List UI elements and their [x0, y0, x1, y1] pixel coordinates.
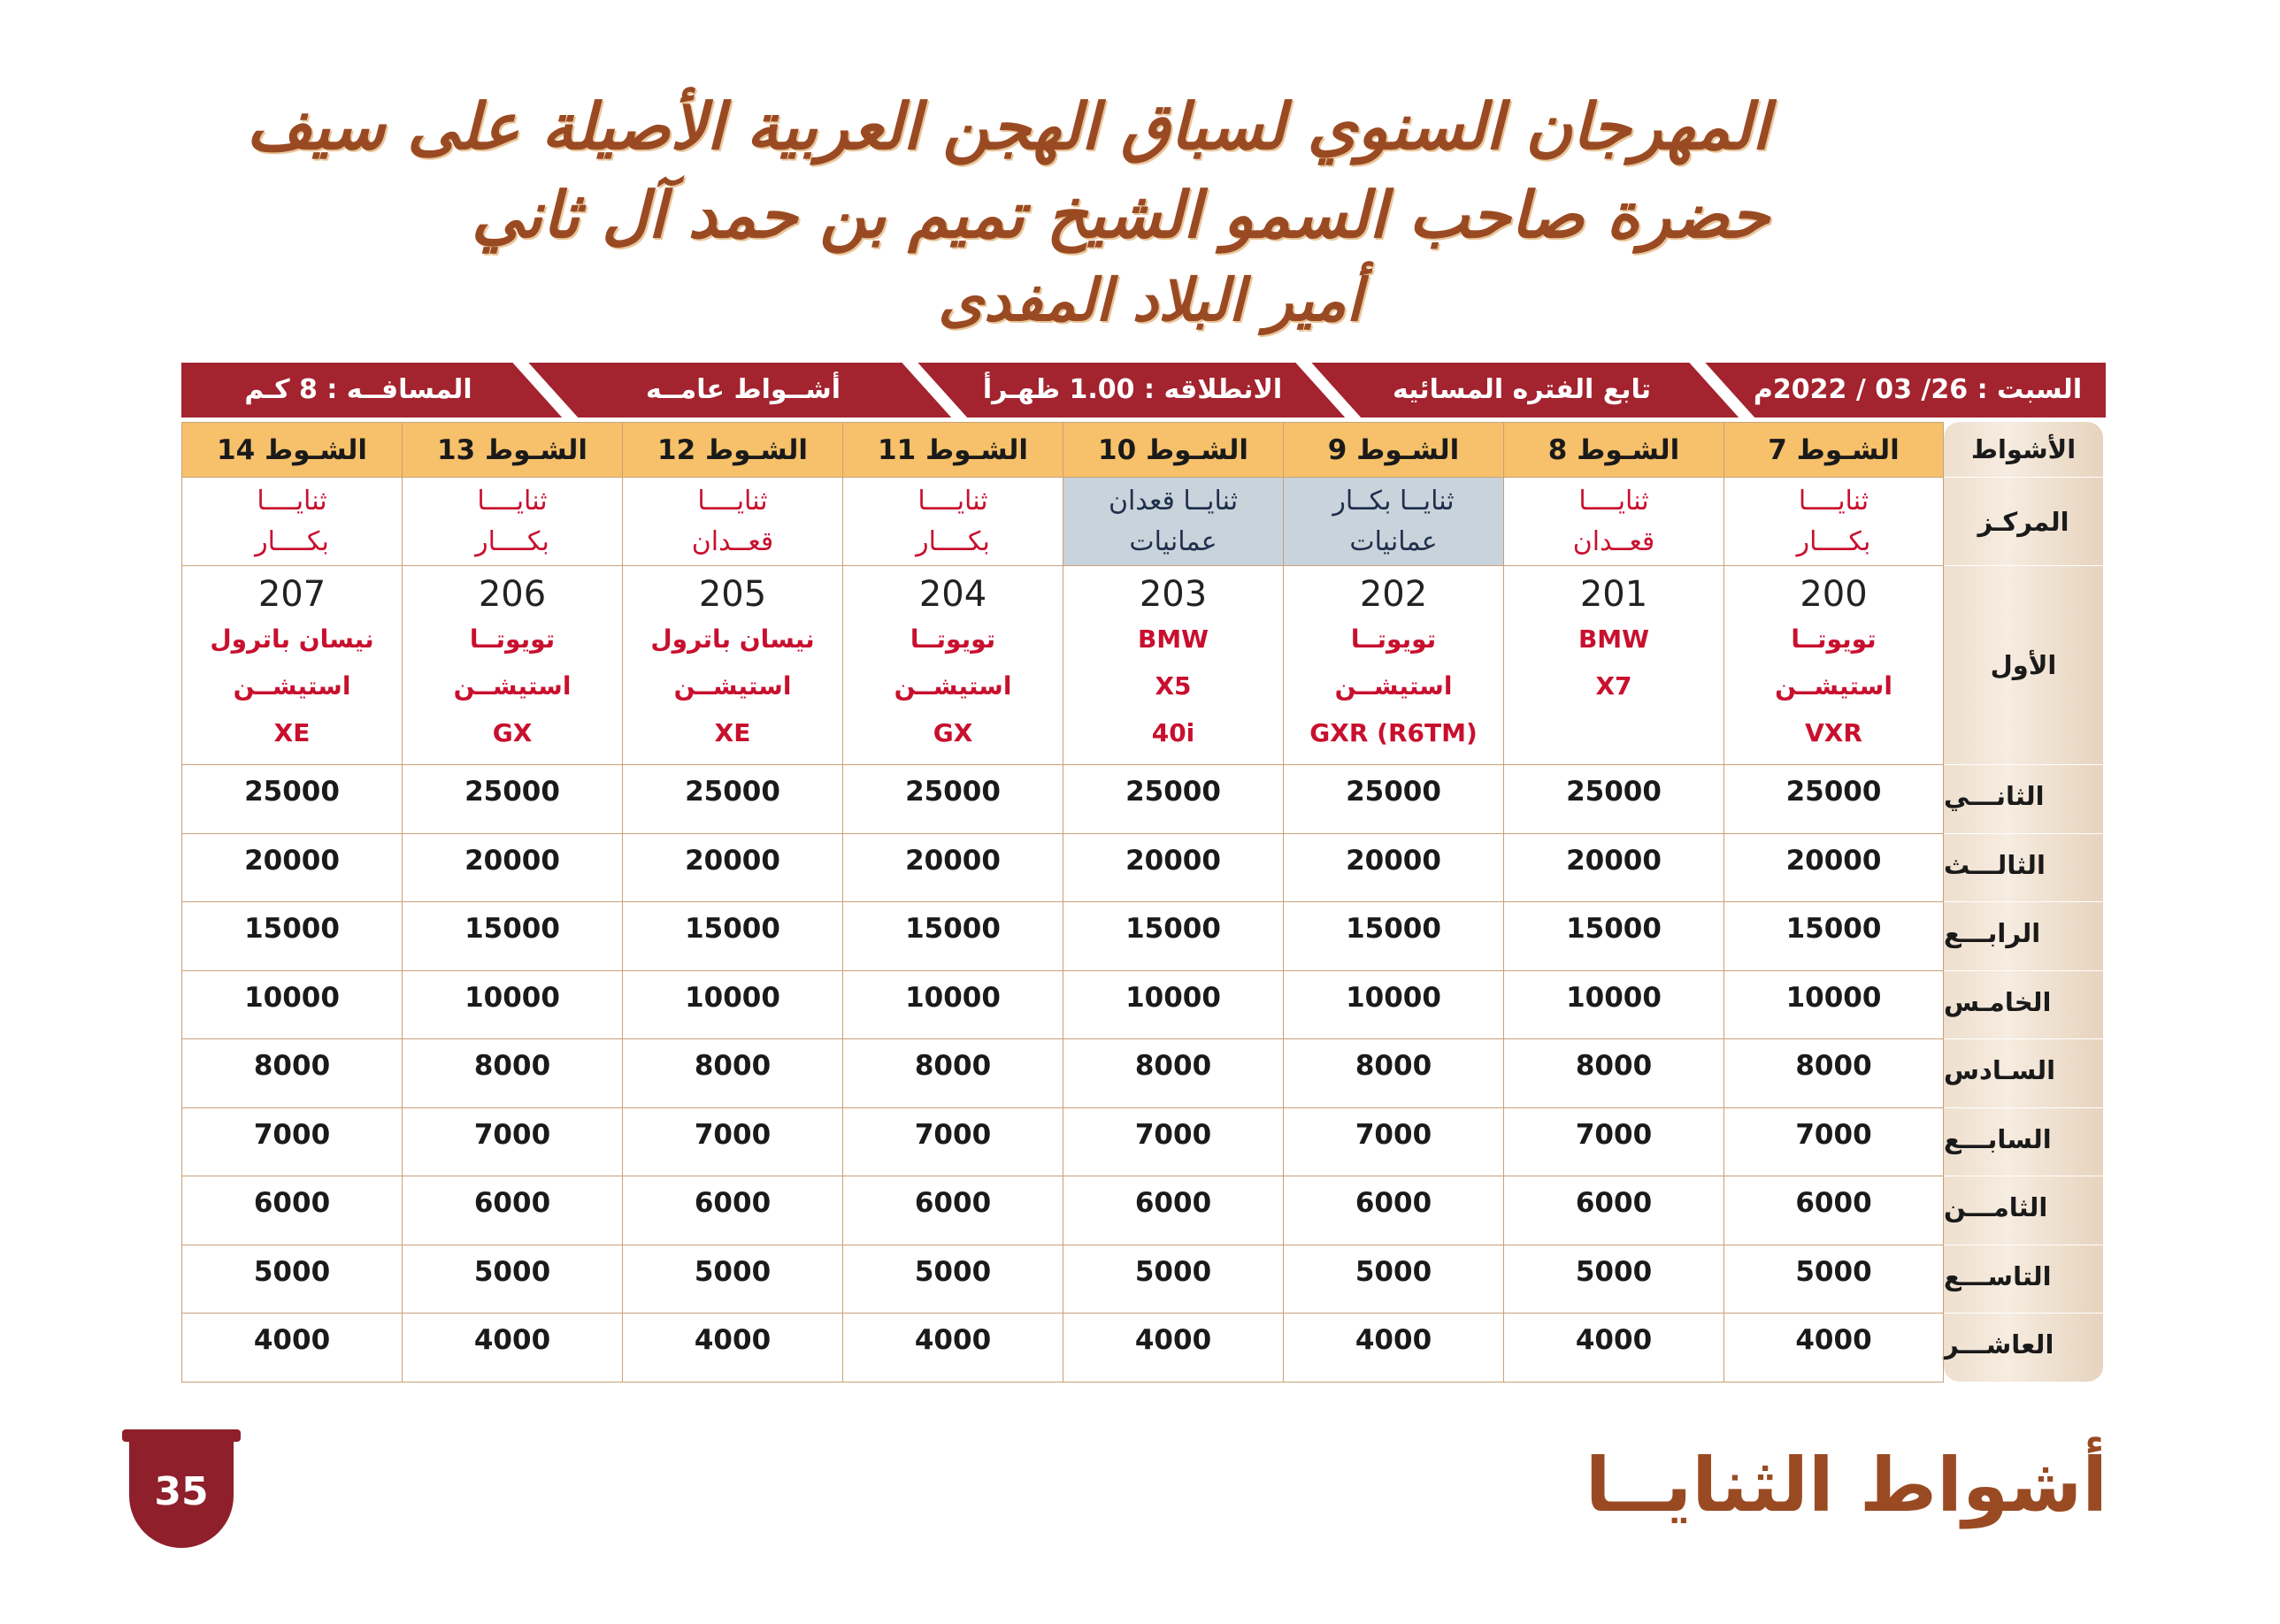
prize-amount [1063, 1245, 1283, 1314]
prize-amount [181, 834, 402, 903]
center-line1: ثنايــا بكــار [1332, 485, 1455, 517]
row-label-fifth [1944, 971, 2103, 1040]
race-type: أشــواط عامــه [645, 374, 841, 405]
prize-amount [622, 1039, 842, 1108]
prize-value: 20000 [1125, 844, 1221, 877]
prize-amount [1063, 1176, 1283, 1245]
car-car2: استيشــن [233, 671, 351, 701]
festival-title-line3: أمير البلاد المفدى [938, 265, 1363, 334]
prize-value: 15000 [244, 913, 340, 945]
row-label-seventh [1944, 1108, 2103, 1177]
prize-number: 202 [1359, 574, 1428, 615]
prize-amount [1283, 1176, 1503, 1245]
heat-header [1283, 422, 1503, 478]
prize-amount [622, 1108, 842, 1177]
center-line2: قعــدان [1572, 525, 1655, 557]
prize-amount [1503, 834, 1723, 903]
prize-value: 8000 [914, 1050, 992, 1082]
prize-amount [622, 1314, 842, 1383]
prize-amount [402, 765, 622, 834]
row-label-heats [1944, 422, 2103, 478]
prize-value: 5000 [1134, 1255, 1212, 1288]
center-line1: ثنايــــا [917, 485, 988, 517]
prize-number: 206 [478, 574, 547, 615]
prize-amount [1283, 1108, 1503, 1177]
heat-center [1283, 478, 1503, 566]
info-band [181, 363, 2106, 417]
prize-amount [1503, 1108, 1723, 1177]
prize-value: 20000 [1566, 844, 1662, 877]
prize-value: 7000 [1355, 1118, 1432, 1151]
prize-value: 6000 [1795, 1187, 1872, 1219]
prize-amount [1503, 1176, 1723, 1245]
car-car3: XE [714, 718, 751, 747]
row-label-text: الرابـــع [1944, 918, 2041, 949]
car-car3: GX [492, 718, 533, 747]
prize-amount [402, 1176, 622, 1245]
heat-name: الشـوط 11 [878, 433, 1028, 466]
heat-name: الشـوط 7 [1768, 433, 1900, 466]
row-label-text: العاشـــر [1944, 1329, 2054, 1360]
prize-value: 20000 [905, 844, 1001, 877]
prize-value: 10000 [244, 981, 340, 1014]
car-car1: BMW [1137, 624, 1209, 654]
prize-amount [1283, 834, 1503, 903]
row-label-ninth [1944, 1245, 2103, 1314]
row-label-first [1944, 566, 2103, 765]
prize-amount [1723, 765, 1944, 834]
prize-value: 6000 [1134, 1187, 1212, 1219]
prize-amount [622, 1245, 842, 1314]
prize-number: 205 [698, 574, 767, 615]
heat-center [402, 478, 622, 566]
car-car1: تويوتــا [910, 624, 996, 654]
prize-amount [842, 902, 1063, 971]
prize-amount [1503, 765, 1723, 834]
prize-amount [181, 1314, 402, 1383]
car-car1: نيسان باترول [650, 624, 815, 654]
prize-value: 10000 [905, 981, 1001, 1014]
page-title: أشواط الثنايــا [1585, 1442, 2107, 1528]
heat-header [1063, 422, 1283, 478]
prize-amount [1723, 1176, 1944, 1245]
prize-value: 15000 [1125, 913, 1221, 945]
car-car3: XE [273, 718, 311, 747]
center-line2: بكــــار [1796, 525, 1871, 557]
car-car3: 40i [1151, 718, 1195, 747]
prize-amount [622, 765, 842, 834]
prize-value: 10000 [1566, 981, 1662, 1014]
heat-center [1723, 478, 1944, 566]
prize-value: 7000 [914, 1118, 992, 1151]
prize-value: 10000 [1785, 981, 1882, 1014]
heat-name: الشـوط 13 [437, 433, 587, 466]
center-line1: ثنايــــا [1578, 485, 1649, 517]
prize-value: 8000 [1795, 1050, 1872, 1082]
race-start-time: الانطلاقه : 1.00 ظهـرأ [982, 374, 1283, 405]
heat-name: الشـوط 14 [217, 433, 367, 466]
prize-amount [1723, 1314, 1944, 1383]
prize-value: 7000 [1575, 1118, 1653, 1151]
prize-value: 6000 [914, 1187, 992, 1219]
center-line1: ثنايــــا [257, 485, 327, 517]
prize-value: 5000 [1575, 1255, 1653, 1288]
prize-value: 7000 [694, 1118, 772, 1151]
prize-amount [1063, 834, 1283, 903]
prize-value: 25000 [905, 776, 1001, 808]
first-prize-cell [622, 566, 842, 765]
heat-center [181, 478, 402, 566]
race-date: السبت : 26/ 03 / 2022م [1753, 374, 2083, 405]
car-car2: استيشــن [894, 671, 1012, 701]
prize-amount [1063, 1314, 1283, 1383]
car-car1: تويوتــا [1791, 624, 1877, 654]
prize-amount [1503, 971, 1723, 1040]
prize-value: 7000 [1134, 1118, 1212, 1151]
center-line2: عمانيات [1349, 525, 1438, 557]
row-label-text: الأشواط [1970, 434, 2077, 464]
row-label-tenth [1944, 1314, 2103, 1383]
row-label-text: السابـــع [1944, 1123, 2052, 1154]
heat-center [842, 478, 1063, 566]
prize-number: 200 [1800, 574, 1868, 615]
prize-amount [1503, 1314, 1723, 1383]
car-car2: X7 [1595, 671, 1632, 701]
race-distance: المسافــه : 8 كـم [244, 374, 472, 405]
prize-amount [622, 971, 842, 1040]
prize-amount [1723, 834, 1944, 903]
heat-header [181, 422, 402, 478]
prize-amount [622, 834, 842, 903]
center-line2: قعــدان [691, 525, 774, 557]
prize-number: 207 [257, 574, 326, 615]
row-label-text: التاســـع [1944, 1260, 2052, 1291]
heat-header [622, 422, 842, 478]
prize-value: 6000 [473, 1187, 551, 1219]
prize-value: 7000 [473, 1118, 551, 1151]
car-car1: تويوتــا [469, 624, 556, 654]
prize-value: 20000 [1346, 844, 1441, 877]
prize-value: 10000 [1125, 981, 1221, 1014]
prize-value: 15000 [1346, 913, 1441, 945]
prize-amount [622, 902, 842, 971]
prize-value: 15000 [1785, 913, 1882, 945]
prize-amount [402, 971, 622, 1040]
row-label-third [1944, 834, 2103, 903]
prize-value: 4000 [1795, 1324, 1872, 1356]
prize-value: 5000 [914, 1255, 992, 1288]
car-car1: BMW [1578, 624, 1650, 654]
prize-value: 4000 [694, 1324, 772, 1356]
prize-amount [842, 1314, 1063, 1383]
row-label-text: المركـز [1977, 506, 2069, 537]
prize-amount [1063, 1108, 1283, 1177]
car-car2: استيشــن [1334, 671, 1453, 701]
prize-value: 8000 [694, 1050, 772, 1082]
heats-table [181, 422, 2103, 1383]
row-label-text: الخامـس [1944, 986, 2052, 1017]
prize-amount [1723, 1039, 1944, 1108]
first-prize-cell [402, 566, 622, 765]
prize-value: 25000 [1785, 776, 1882, 808]
prize-value: 10000 [1346, 981, 1441, 1014]
center-line2: بكــــار [255, 525, 329, 557]
prize-amount [842, 1039, 1063, 1108]
festival-title-line1: المهرجان السنوي لسباق الهجن العربية الأصيلة على سيف [246, 88, 1769, 164]
prize-amount [842, 1245, 1063, 1314]
prize-amount [1283, 765, 1503, 834]
heat-center [1503, 478, 1723, 566]
car-car1: نيسان باترول [210, 624, 374, 654]
race-period: تابع الفتره المسائيه [1392, 374, 1652, 405]
prize-amount [402, 1245, 622, 1314]
prize-amount [1063, 902, 1283, 971]
prize-amount [402, 1314, 622, 1383]
prize-amount [1723, 1245, 1944, 1314]
row-label-sixth [1944, 1039, 2103, 1108]
prize-value: 20000 [1785, 844, 1882, 877]
car-car2: استيشــن [1775, 671, 1892, 701]
page-number-badge [129, 1435, 234, 1548]
prize-value: 25000 [1566, 776, 1662, 808]
prize-amount [181, 1176, 402, 1245]
prize-amount [1503, 1245, 1723, 1314]
prize-amount [181, 1108, 402, 1177]
prize-amount [181, 1245, 402, 1314]
prize-amount [181, 765, 402, 834]
heat-header [402, 422, 622, 478]
prize-amount [1283, 902, 1503, 971]
first-prize-cell [1503, 566, 1723, 765]
prize-value: 25000 [1125, 776, 1221, 808]
prize-amount [1283, 1314, 1503, 1383]
prize-value: 4000 [1134, 1324, 1212, 1356]
prize-number: 201 [1579, 574, 1648, 615]
prize-amount [181, 902, 402, 971]
prize-value: 8000 [253, 1050, 331, 1082]
row-label-text: السـادس [1944, 1055, 2056, 1086]
row-label-text: الثانـــي [1944, 781, 2045, 812]
heat-header [1503, 422, 1723, 478]
prize-value: 15000 [464, 913, 560, 945]
prize-amount [402, 1108, 622, 1177]
prize-value: 25000 [464, 776, 560, 808]
prize-value: 6000 [253, 1187, 331, 1219]
heat-name: الشـوط 8 [1547, 433, 1680, 466]
prize-amount [402, 1039, 622, 1108]
center-line2: عمانيات [1129, 525, 1217, 557]
car-car2: استيشــن [453, 671, 572, 701]
prize-amount [842, 765, 1063, 834]
prize-value: 10000 [464, 981, 560, 1014]
prize-amount [181, 1039, 402, 1108]
center-line1: ثنايــــا [697, 485, 768, 517]
prize-value: 10000 [685, 981, 780, 1014]
prize-value: 8000 [1355, 1050, 1432, 1082]
heat-name: الشـوط 9 [1327, 433, 1460, 466]
heat-name: الشـوط 10 [1098, 433, 1248, 466]
prize-value: 25000 [1346, 776, 1441, 808]
row-label-fourth [1944, 902, 2103, 971]
heat-name: الشـوط 12 [657, 433, 808, 466]
prize-value: 20000 [244, 844, 340, 877]
page-number: 35 [154, 1468, 209, 1514]
festival-title-line2: حضرة صاحب السمو الشيخ تميم بن حمد آل ثاني [472, 177, 1769, 252]
prize-value: 5000 [1795, 1255, 1872, 1288]
car-car1: تويوتــا [1350, 624, 1437, 654]
prize-amount [1283, 1039, 1503, 1108]
row-label-text: الثالـــث [1944, 849, 2046, 880]
row-label-text: الثامـــن [1944, 1192, 2048, 1223]
prize-amount [842, 1108, 1063, 1177]
prize-value: 7000 [1795, 1118, 1872, 1151]
prize-amount [1063, 971, 1283, 1040]
center-line2: بكــــار [475, 525, 549, 557]
center-line1: ثنايــا قعدان [1108, 485, 1239, 517]
heat-header [842, 422, 1063, 478]
prize-value: 6000 [1355, 1187, 1432, 1219]
car-car3: VXR [1805, 718, 1862, 747]
prize-value: 5000 [694, 1255, 772, 1288]
prize-value: 25000 [685, 776, 780, 808]
prize-amount [1063, 765, 1283, 834]
prize-amount [1063, 1039, 1283, 1108]
prize-number: 204 [918, 574, 987, 615]
heat-center [622, 478, 842, 566]
prize-amount [1723, 971, 1944, 1040]
prize-amount [1503, 1039, 1723, 1108]
prize-value: 5000 [473, 1255, 551, 1288]
prize-value: 6000 [1575, 1187, 1653, 1219]
car-car3: GX [933, 718, 973, 747]
prize-amount [1723, 1108, 1944, 1177]
center-line1: ثنايــــا [477, 485, 548, 517]
prize-value: 25000 [244, 776, 340, 808]
first-prize-cell [842, 566, 1063, 765]
prize-value: 5000 [1355, 1255, 1432, 1288]
prize-amount [1503, 902, 1723, 971]
prize-value: 4000 [1575, 1324, 1653, 1356]
heat-header [1723, 422, 1944, 478]
prize-amount [842, 971, 1063, 1040]
prize-amount [842, 834, 1063, 903]
prize-amount [402, 902, 622, 971]
row-label-second [1944, 765, 2103, 834]
prize-value: 4000 [1355, 1324, 1432, 1356]
center-line1: ثنايــــا [1798, 485, 1869, 517]
prize-value: 7000 [253, 1118, 331, 1151]
row-label-center [1944, 478, 2103, 566]
prize-value: 15000 [685, 913, 780, 945]
prize-amount [1283, 1245, 1503, 1314]
car-car3: GXR (R6TM) [1309, 718, 1478, 747]
prize-value: 15000 [905, 913, 1001, 945]
heat-center [1063, 478, 1283, 566]
first-prize-cell [1283, 566, 1503, 765]
prize-value: 4000 [914, 1324, 992, 1356]
prize-number: 203 [1139, 574, 1208, 615]
center-line2: بكــــار [916, 525, 990, 557]
prize-amount [622, 1176, 842, 1245]
prize-value: 8000 [1134, 1050, 1212, 1082]
first-prize-cell [1063, 566, 1283, 765]
prize-value: 20000 [464, 844, 560, 877]
first-prize-cell [181, 566, 402, 765]
prize-amount [181, 971, 402, 1040]
prize-amount [842, 1176, 1063, 1245]
first-prize-cell [1723, 566, 1944, 765]
prize-value: 20000 [685, 844, 780, 877]
car-car2: استيشــن [673, 671, 792, 701]
prize-value: 8000 [473, 1050, 551, 1082]
prize-value: 15000 [1566, 913, 1662, 945]
row-label-eighth [1944, 1176, 2103, 1245]
prize-value: 6000 [694, 1187, 772, 1219]
prize-amount [1723, 902, 1944, 971]
car-car2: X5 [1155, 671, 1192, 701]
prize-amount [1283, 971, 1503, 1040]
prize-value: 4000 [473, 1324, 551, 1356]
prize-value: 8000 [1575, 1050, 1653, 1082]
prize-amount [402, 834, 622, 903]
prize-value: 4000 [253, 1324, 331, 1356]
row-label-text: الأول [1990, 650, 2057, 680]
prize-value: 5000 [253, 1255, 331, 1288]
